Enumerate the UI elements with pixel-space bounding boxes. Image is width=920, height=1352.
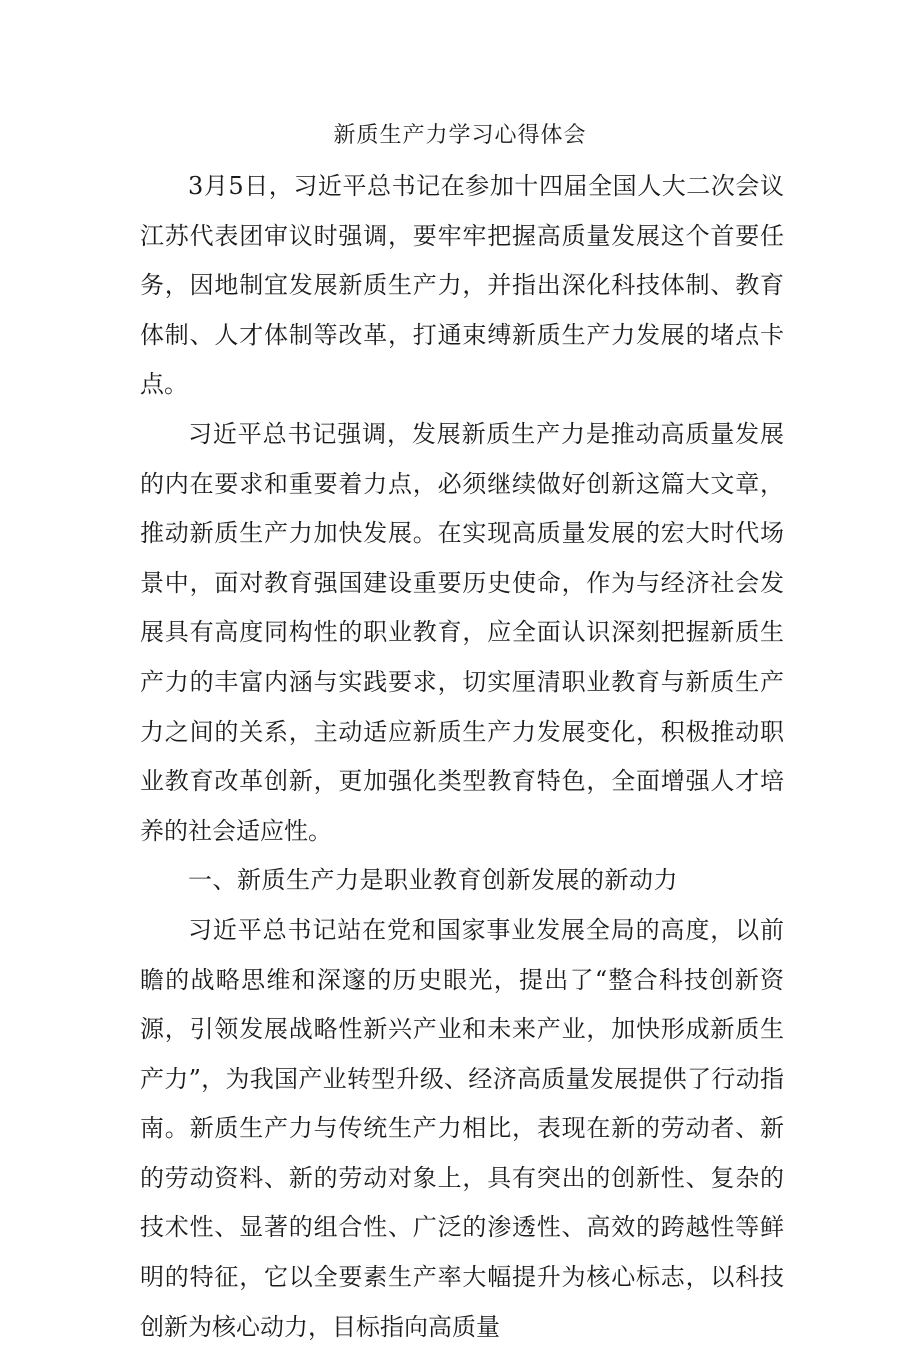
document-body xyxy=(140,162,784,1352)
paragraph-emphasis: 习近平总书记强调，发展新质生产力是推动高质量发展的内在要求和重要着力点，必须继续做好创新这篇大文章，推动新质生产力加快发展。在实现高质量发展的宏大时代场景中，面对教育强国建设重要历史使命，作为与经济社会发展具有高度同构性的职业教育，应全面认识深刻把握新质生产力的丰富内涵与实践要求，切实厘清职业教育与新质生产力之间的关系，主动适应新质生产力发展变化，积极推动职业教育改革创新，更加强化类型教育特色，全面增强人才培养的社会适应性。 xyxy=(140,419,784,845)
paragraph-section-one: 习近平总书记站在党和国家事业发展全局的高度，以前瞻的战略思维和深邃的历史眼光，提出了“整合科技创新资源，引领发展战略性新兴产业和未来产业，加快形成新质生产力”，为我国产业转型升级、经济高质量发展提供了行动指南。新质生产力与传统生产力相比，表现在新的劳动者、新的劳动资料、新的劳动对象上，具有突出的创新性、复杂的技术性、显著的组合性、广泛的渗透性、高效的跨越性等鲜明的特征，它以全要素生产率大幅提升为核心标志，以科技创新为核心动力，目标指向高质量 xyxy=(140,915,784,1341)
document-title: 新质生产力学习心得体会 xyxy=(333,123,587,148)
paragraph-intro: 3月5日，习近平总书记在参加十四届全国人大二次会议江苏代表团审议时强调，要牢牢把握高质量发展这个首要任务，因地制宜发展新质生产力，并指出深化科技体制、教育体制、人才体制等改革，打通束缚新质生产力发展的堵点卡点。 xyxy=(140,172,784,399)
section-heading: 一、新质生产力是职业教育创新发展的新动力 xyxy=(188,866,678,895)
